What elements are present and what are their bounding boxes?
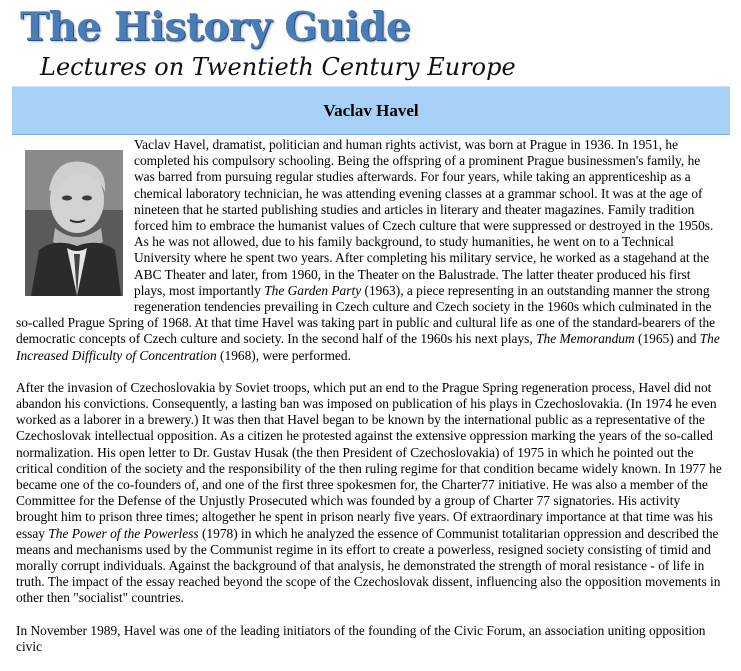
site-subtitle: Lectures on Twentieth Century Europe	[40, 53, 516, 81]
text-segment: Vaclav Havel, dramatist, politician and human rights activist, was born at Prague in 1936. In 1951, he completed his compulsory schooling. Being the offspring of a prominent Prague businessmen's family, he was barred from pursuing regular studies afterwards. For four years, while taking an apprenticeship as a chemical laboratory technician, he was attending evening classes at a grammar school. It was at the age of nineteen that he started publishing studies and articles in literary and theater magazines. Family tradition forced him to embrace the humanist values of Czech culture that were suppressed or destroyed in the 1950s. As he was not allowed, due to his family background, to study humanities, he went on to a Technical University where he spent two years. After completing his military service, he worked as a stagehand at the ABC Theater and later, from 1960, in the Theater on the Balustrade. The latter theater produced his first plays, most importantly	[134, 137, 714, 298]
site-logo-title[interactable]: The History Guide	[20, 4, 411, 50]
play-title: The Garden Party	[264, 282, 362, 298]
text-segment: (1968), were performed.	[216, 347, 351, 363]
portrait-photo	[25, 150, 123, 296]
site-banner	[20, 4, 516, 84]
text-segment: After the invasion of Czechoslovakia by Soviet troops, which put an end to the Prague Spring regeneration process, Havel did not abandon his convictions. Consequently, a lasting ban was imposed on publication of his plays in Czechoslovakia. (In 1974 he even worked as a laborer in a brewery.) It was then that Havel began to be known by the international public as a representative of the Czechoslovak intellectual opposition. As a citizen he protested against the extensive oppression marking the years of the so-called normalization. His open letter to Dr. Gustav Husak (the then President of Czechoslovakia) of 1975 in which he pointed out the critical condition of the society and the responsibility of the then ruling regime for that condition became widely known. In 1977 he became one of the co-founders of, and one of the first three spokesmen for, the Charter77 initiative. He was also a member of the Committee for the Defense of the Unjustly Prosecuted which was founded by a group of Charter 77 signatories. His activity brought him to prison three times; altogether he spent in prison nearly five years. Of extraordinary importance at that time was his essay	[16, 379, 722, 541]
text-segment: In November 1989, Havel was one of the leading initiators of the founding of the Civic Forum, an association uniting opposition civic	[16, 622, 706, 654]
play-title: The Increased Difficulty of Concentration	[16, 331, 720, 363]
play-title: The Memorandum	[536, 331, 635, 347]
page-title: Vaclav Havel	[323, 100, 419, 120]
paragraph-1989	[16, 623, 724, 655]
text-segment: (1978) in which he analyzed the essence of Communist totalitarian oppression and described the means and mechanisms used by the Communist regime in its effort to create a powerless, resigned society consisting of timid and morally corrupt individuals. Against the background of that analysis, he demonstrated the strength of moral resistance - of life in truth. The impact of the essay reached beyond the scope of the Czechoslovak dissent, influencing also the opposition movements in other then "socialist" countries.	[16, 525, 721, 606]
article-body	[16, 137, 724, 671]
paragraph-dissent	[16, 380, 724, 607]
page-title-bar	[12, 86, 730, 135]
portrait-icon	[25, 150, 123, 296]
text-segment: (1965) and	[634, 331, 700, 347]
essay-title: The Power of the Powerless	[48, 525, 199, 541]
text-segment: (1963), a piece representing in an outstanding manner the strong regeneration tendencies prevailing in Czech culture and Czech society in the 1960s which culminated in the so-called Prague Spring of 1968. At that time Havel was taking part in public and cultural life as one of the standard-bearers of the democratic concepts of Czech culture and society. In the second half of the 1960s his next plays,	[16, 282, 716, 347]
